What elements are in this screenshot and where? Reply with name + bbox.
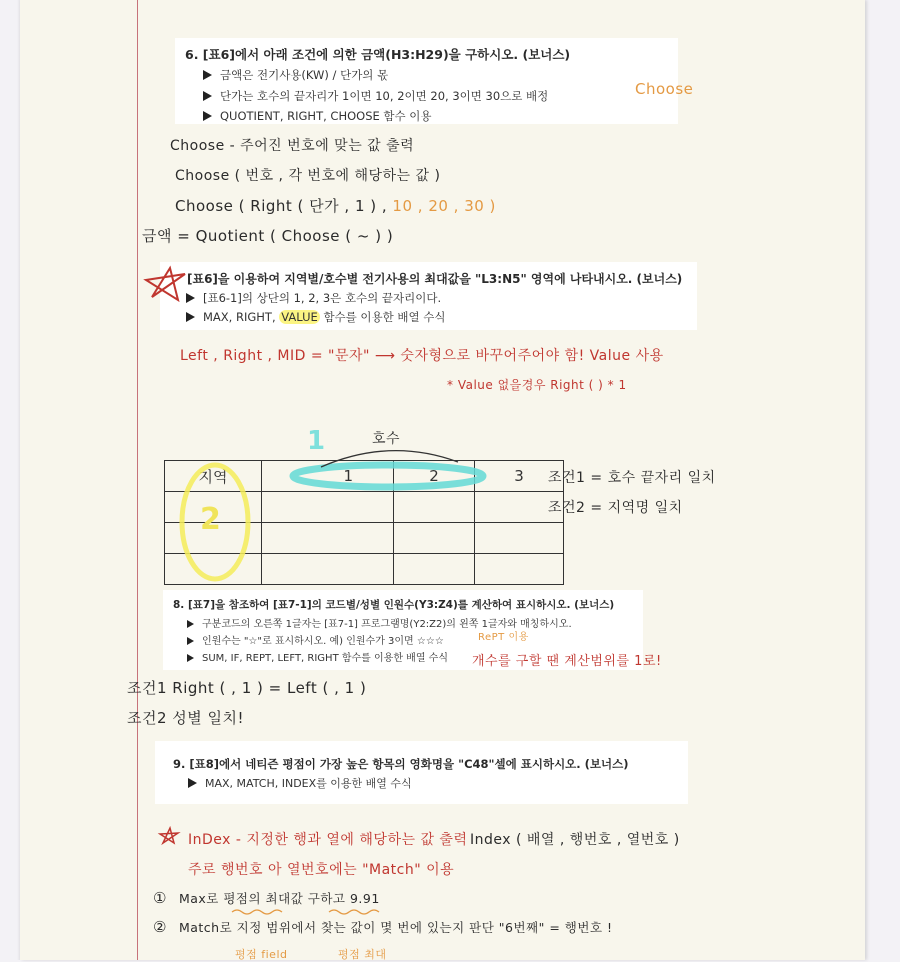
question-7-bullet-1: [표6-1]의 상단의 1, 2, 3은 호수의 끝자리이다. bbox=[186, 290, 441, 306]
condition-1-note: 조건1 = 호수 끝자리 일치 bbox=[548, 470, 716, 486]
annotation-choose: Choose bbox=[635, 80, 694, 98]
table-cell bbox=[262, 492, 394, 523]
column-header-3: 3 bbox=[475, 461, 564, 492]
note-step-2: ② Match로 지정 범위에서 찾는 값이 몇 번에 있는지 판단 "6번째" = 행번호 ! bbox=[153, 918, 613, 936]
question-8-bullet-1: 구분코드의 오른쪽 1글자는 [표7-1] 프로그램명(Y2:Z2)의 왼쪽 1글자와 매칭하시오. bbox=[187, 615, 572, 630]
margin-line bbox=[137, 0, 138, 960]
question-9-bullet-1: MAX, MATCH, INDEX를 이용한 배열 수식 bbox=[188, 775, 412, 791]
diagram-marker-1: 1 bbox=[307, 426, 326, 456]
note-condition-2: 조건2 성별 일치! bbox=[127, 709, 245, 727]
table-cell bbox=[262, 523, 394, 554]
note-index-definition: InDex - 지정한 행과 열에 해당하는 값 출력 bbox=[188, 832, 468, 848]
note-index-syntax: Index ( 배열 , 행번호 , 열번호 ) bbox=[470, 832, 680, 848]
question-7-box bbox=[160, 262, 697, 330]
bullet-arrow-icon bbox=[187, 637, 194, 645]
question-6-bullet-2: 단가는 호수의 끝자리가 1이면 10, 2이면 20, 3이면 30으로 배정 bbox=[203, 88, 548, 104]
question-6-title: 6. [표6]에서 아래 조건에 의한 금액(H3:H29)을 구하시오. (보너스) bbox=[185, 47, 571, 62]
column-header-1: 1 bbox=[262, 461, 394, 492]
annotation-rept: RePT 이용 bbox=[478, 632, 529, 643]
bullet-arrow-icon bbox=[187, 620, 194, 628]
question-9-title: 9. [표8]에서 네티즌 평점이 가장 높은 항목의 영화명을 "C48"셀에 표시하시오. (보너스) bbox=[173, 757, 629, 771]
column-header-2: 2 bbox=[394, 461, 475, 492]
question-8-bullet-3: SUM, IF, REPT, LEFT, RIGHT 함수를 이용한 배열 수식 bbox=[187, 649, 448, 664]
note-amount-formula: 금액 = Quotient ( Choose ( ~ ) ) bbox=[142, 227, 394, 245]
note-choose-definition: Choose - 주어진 번호에 맞는 값 출력 bbox=[170, 138, 415, 154]
question-7-bullet-2: MAX, RIGHT, VALUE 함수를 이용한 배열 수식 bbox=[186, 309, 446, 325]
underline-note-2: 평점 최대 bbox=[338, 948, 387, 961]
table-cell bbox=[262, 554, 394, 585]
note-match-usage: 주로 행번호 아 열번호에는 "Match" 이용 bbox=[188, 862, 455, 878]
underline-note-1: 평점 field bbox=[235, 948, 288, 961]
step-2-circle-icon: ② bbox=[153, 918, 167, 936]
question-7-title: [표6]을 이용하여 지역별/호수별 전기사용의 최대값을 "L3:N5" 영역에 나타내시오. (보너스) bbox=[187, 272, 683, 286]
question-9-box bbox=[155, 741, 688, 804]
note-choose-syntax: Choose ( 번호 , 각 번호에 해당하는 값 ) bbox=[175, 168, 441, 184]
question-8-title: 8. [표7]을 참조하여 [표7-1]의 코드별/성별 인원수(Y3:Z4)를 계산하여 표시하시오. (보너스) bbox=[173, 599, 615, 611]
note-value-alternative: * Value 없을경우 Right ( ) * 1 bbox=[447, 378, 627, 392]
note-condition-1-formula: 조건1 Right ( , 1 ) = Left ( , 1 ) bbox=[127, 679, 367, 697]
table-cell bbox=[394, 492, 475, 523]
question-6-bullet-3: QUOTIENT, RIGHT, CHOOSE 함수 이용 bbox=[203, 108, 432, 124]
question-6-bullet-1: 금액은 전기사용(KW) / 단가의 몫 bbox=[203, 67, 388, 83]
note-text-functions: Left , Right , MID = "문자" ⟶ 숫자형으로 바꾸어주어야 함! Value 사용 bbox=[180, 348, 664, 364]
table-cell bbox=[394, 523, 475, 554]
question-6-box bbox=[175, 38, 678, 124]
bullet-arrow-icon bbox=[186, 312, 195, 322]
bullet-arrow-icon bbox=[188, 778, 197, 788]
bullet-arrow-icon bbox=[186, 293, 195, 303]
row-header-label: 지역 bbox=[165, 461, 262, 492]
highlight-value: VALUE bbox=[281, 310, 318, 324]
step-1-circle-icon: ① bbox=[153, 889, 167, 907]
note-step-1: ① Max로 평점의 최대값 구하고 9.91 bbox=[153, 889, 380, 907]
table-cell bbox=[165, 554, 262, 585]
diagram-header-label: 호수 bbox=[372, 431, 401, 447]
annotation-count-range: 개수를 구할 땐 계산범위를 1로! bbox=[472, 654, 662, 669]
condition-2-note: 조건2 = 지역명 일치 bbox=[548, 500, 683, 516]
table-cell bbox=[475, 554, 564, 585]
question-8-bullet-2: 인원수는 "☆"로 표시하시오. 예) 인원수가 3이면 ☆☆☆ bbox=[187, 632, 444, 647]
note-choose-example: Choose ( Right ( 단가 , 1 ) , 10 , 20 , 30 ) bbox=[175, 197, 496, 215]
table-cell bbox=[394, 554, 475, 585]
bullet-arrow-icon bbox=[203, 111, 212, 121]
bullet-arrow-icon bbox=[187, 654, 194, 662]
bullet-arrow-icon bbox=[203, 91, 212, 101]
bullet-arrow-icon bbox=[203, 70, 212, 80]
table-cell bbox=[475, 523, 564, 554]
diagram-marker-2: 2 bbox=[200, 502, 222, 537]
diagram-table bbox=[164, 460, 564, 585]
